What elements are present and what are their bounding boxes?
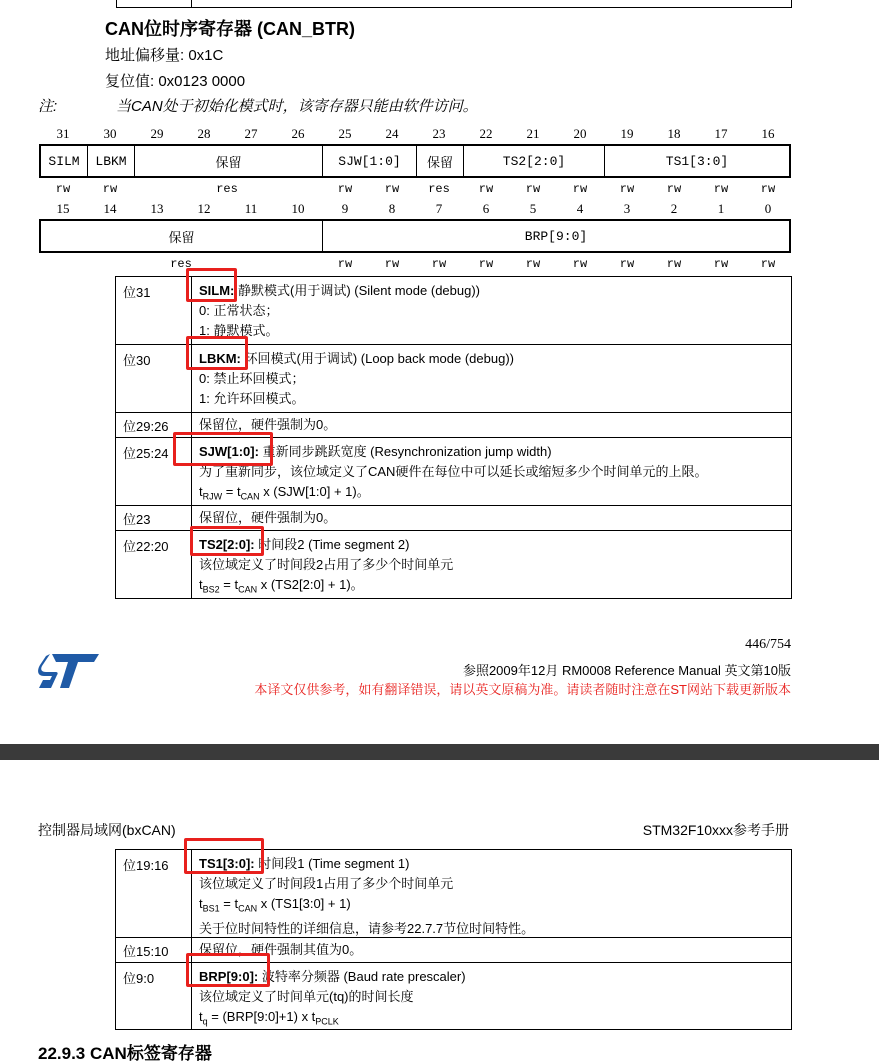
bit-number: 31: [56, 126, 70, 141]
previous-table-remnant: [116, 0, 792, 8]
field-name-ts2: TS2[2:0]:: [199, 537, 255, 552]
desc-pos: 位19:16: [116, 850, 192, 937]
bit-number: 4: [576, 201, 584, 216]
access-brp-bit: rw: [337, 257, 353, 271]
access-brp-bit: rw: [525, 257, 541, 271]
bit-number: 13: [150, 201, 164, 216]
bit-description-table-page2: [115, 849, 792, 1030]
desc-line: 为了重新同步，该位域定义了CAN硬件在每位中可以延长或缩短多少个时间单元的上限。: [199, 464, 708, 479]
access-brp-bit: rw: [384, 257, 400, 271]
bit-number: 22: [479, 126, 493, 141]
desc-row-silm: [116, 277, 791, 345]
field-ts2: TS2[2:0]: [464, 146, 605, 176]
bit-number: 6: [482, 201, 490, 216]
formula-ts2: $t_{BS2} = t_{CAN}$ x (TS2[2:0] + 1)。: [199, 577, 364, 595]
field-name-ts1: TS1[3:0]:: [199, 856, 255, 871]
bit-number: 29: [150, 126, 164, 141]
access-ts1-3: rw: [619, 182, 635, 196]
access-reserved-bit23: res: [428, 182, 450, 196]
note-text: 当CAN处于初始化模式时，该寄存器只能由软件访问。: [116, 98, 478, 115]
desc-pos: 位22:20: [116, 531, 192, 598]
formula-sjw: $t_{RJW} = t_{CAN}$ x (SJW[1:0] + 1)。: [199, 484, 370, 502]
field-desc: 时间段1 (Time segment 1): [254, 856, 410, 871]
field-desc: 保留位，硬件强制其值为0。: [199, 942, 363, 957]
desc-line: 0: 正常状态；: [199, 303, 279, 318]
field-name-silm: SILM:: [199, 283, 235, 298]
access-ts2-0: rw: [572, 182, 588, 196]
register-lower-half: [39, 219, 791, 253]
field-desc: 时间段2 (Time segment 2): [254, 537, 410, 552]
bit-number: 14: [103, 201, 117, 216]
note-label: 注:: [38, 98, 58, 115]
desc-pos: 位23: [116, 506, 192, 530]
page-number: 446/754: [745, 637, 791, 652]
bit-number: 21: [526, 126, 540, 141]
access-ts2-1: rw: [525, 182, 541, 196]
desc-pos: 位31: [116, 277, 192, 344]
access-sjw1: rw: [337, 182, 353, 196]
desc-line: 0: 禁止环回模式；: [199, 371, 305, 386]
address-offset: 地址偏移量: 0x1C: [105, 47, 224, 64]
field-desc: 波特率分频器 (Baud rate prescaler): [258, 969, 466, 984]
bit-number: 12: [197, 201, 211, 216]
bit-number: 8: [388, 201, 396, 216]
field-reserved-lower: 保留: [41, 221, 323, 251]
desc-line: 该位域定义了时间单元(tq)的时间长度: [199, 989, 414, 1004]
field-lbkm: LBKM: [88, 146, 135, 176]
field-desc: 环回模式(用于调试) (Loop back mode (debug)): [240, 351, 514, 366]
field-name-sjw: SJW[1:0]:: [199, 444, 259, 459]
register-title: CAN位时序寄存器 (CAN_BTR): [105, 19, 355, 39]
desc-row-sjw: [116, 438, 791, 506]
chapter-header: 控制器局域网(bxCAN): [38, 822, 176, 838]
desc-pos: 位9:0: [116, 963, 192, 1029]
access-brp-bit: rw: [478, 257, 494, 271]
access-brp-bit: rw: [760, 257, 776, 271]
access-brp-bit: rw: [666, 257, 682, 271]
desc-row-ts1: [116, 850, 791, 938]
register-upper-half: [39, 144, 791, 178]
access-note: [38, 95, 478, 116]
reference-manual-line: 参照2009年12月 RM0008 Reference Manual 英文第10版: [462, 663, 791, 678]
field-desc: 保留位，硬件强制为0。: [199, 510, 337, 525]
bit-number: 17: [714, 126, 728, 141]
access-ts1-2: rw: [666, 182, 682, 196]
bit-number: 9: [341, 201, 349, 216]
access-ts1-0: rw: [760, 182, 776, 196]
desc-line: 该位域定义了时间段2占用了多少个时间单元: [199, 557, 454, 572]
bit-number: 24: [385, 126, 399, 141]
desc-row-reserved-23: [116, 506, 791, 531]
bit-number: 26: [291, 126, 305, 141]
field-sjw: SJW[1:0]: [323, 146, 417, 176]
bit-number: 3: [623, 201, 631, 216]
access-reserved-lower: res: [170, 257, 192, 271]
access-lbkm: rw: [102, 182, 118, 196]
field-desc: 重新同步跳跃宽度 (Resynchronization jump width): [258, 444, 552, 459]
desc-pos: 位30: [116, 345, 192, 412]
desc-line: 该位域定义了时间段1占用了多少个时间单元: [199, 876, 454, 891]
desc-pos: 位25:24: [116, 438, 192, 505]
field-desc: 保留位，硬件强制为0。: [199, 417, 337, 432]
field-reserved-bit23: 保留: [417, 146, 464, 176]
bit-number: 10: [291, 201, 305, 216]
bit-number: 25: [338, 126, 352, 141]
desc-line: 关于位时间特性的详细信息，请参考22.7.7节位时间特性。: [199, 920, 535, 936]
access-ts1-1: rw: [713, 182, 729, 196]
desc-line: 1: 静默模式。: [199, 323, 279, 338]
bit-number: 23: [432, 126, 446, 141]
bit-number: 19: [620, 126, 634, 141]
desc-line: 1: 允许环回模式。: [199, 391, 305, 406]
formula-ts1: $t_{BS1} = t_{CAN}$ x (TS1[3:0] + 1): [199, 896, 351, 914]
field-silm: SILM: [41, 146, 88, 176]
desc-pos: 位15:10: [116, 938, 192, 962]
field-name-brp: BRP[9:0]:: [199, 969, 259, 984]
bit-number: 0: [764, 201, 772, 216]
bit-number: 20: [573, 126, 587, 141]
access-brp-bit: rw: [619, 257, 635, 271]
reset-value: 复位值: 0x0123 0000: [105, 73, 246, 90]
access-ts2-2: rw: [478, 182, 494, 196]
desc-row-brp: [116, 963, 791, 1029]
field-reserved-upper: 保留: [135, 146, 323, 176]
access-brp-bit: rw: [572, 257, 588, 271]
field-name-lbkm: LBKM:: [199, 351, 241, 366]
access-silm: rw: [55, 182, 71, 196]
st-logo-icon: [38, 652, 100, 690]
desc-pos: 位29:26: [116, 413, 192, 437]
bit-number: 11: [244, 201, 258, 216]
bit-number: 28: [197, 126, 211, 141]
bit-number: 16: [761, 126, 775, 141]
manual-header: STM32F10xxx参考手册: [642, 822, 789, 838]
bit-number: 1: [717, 201, 725, 216]
desc-row-ts2: [116, 531, 791, 598]
bit-number: 5: [529, 201, 537, 216]
bit-number: 30: [103, 126, 117, 141]
field-brp: BRP[9:0]: [524, 228, 588, 244]
desc-row-reserved-15-10: [116, 938, 791, 963]
field-desc: 静默模式(用于调试) (Silent mode (debug)): [234, 283, 481, 298]
desc-row-reserved-29-26: [116, 413, 791, 438]
bit-number: 2: [670, 201, 678, 216]
bit-number: 18: [667, 126, 681, 141]
field-ts1: TS1[3:0]: [665, 153, 729, 169]
bit-description-table-page1: [115, 276, 792, 599]
access-brp-bit: rw: [713, 257, 729, 271]
access-reserved-upper: res: [216, 182, 238, 196]
desc-row-lbkm: [116, 345, 791, 413]
access-sjw0: rw: [384, 182, 400, 196]
bit-number: 7: [435, 201, 443, 216]
access-brp-bit: rw: [431, 257, 447, 271]
page-separator-band: [0, 744, 879, 760]
next-section-heading: 22.9.3 CAN标签寄存器: [38, 1044, 212, 1063]
translation-disclaimer: 本译文仅供参考，如有翻译错误，请以英文原稿为准。请读者随时注意在ST网站下载更新版本: [254, 682, 791, 697]
formula-brp: $t_q$ = (BRP[9:0]+1) x $t_{PCLK}$: [199, 1009, 339, 1027]
bit-number: 15: [56, 201, 70, 216]
bit-number: 27: [244, 126, 258, 141]
